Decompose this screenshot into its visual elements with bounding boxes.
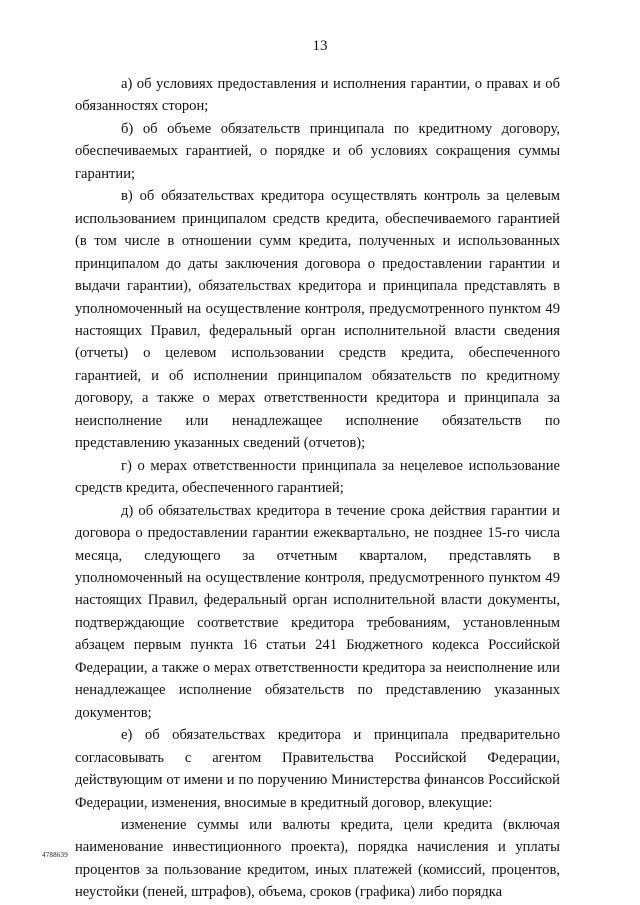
paragraph-a: а) об условиях предоставления и исполнения гарантии, о правах и об обязанностях сторон;	[75, 76, 560, 115]
paragraph-g: г) о мерах ответственности принципала за нецелевое использование средств кредита, обеспеченного гарантией;	[75, 457, 560, 497]
paragraph-e-continuation: изменение суммы или валюты кредита, цели кредита (включая наименование инвестиционного проекта), порядка начисления и уплаты процентов за пользование кредитом, иных платежей (комиссий, процентов, неустойки (пеней, штрафов), объема, сроков (графика) либо порядка	[75, 816, 560, 901]
document-body	[75, 73, 560, 904]
paragraph-v: в) об обязательствах кредитора осуществлять контроль за целевым использованием принципалом средств кредита, обеспечиваемого гарантией (в том числе в отношении сумм кредита, полученных и использованных принципалом до даты заключения договора о предоставлении гарантии и выдачи гарантии), обязательствах кредитора и принципала представлять в уполномоченный на осуществление контроля, предусмотренного пунктом 49 настоящих Правил, федеральный орган исполнительной власти сведения (отчеты) о целевом использовании средств кредита, обеспеченного гарантией, и об исполнении принципалом обязательств по кредитному договору, а также о мерах ответственности кредитора и принципала за неисполнение или ненадлежащее исполнение обязательств по представлению указанных сведений (отчетов);	[75, 188, 560, 452]
page-number: 13	[312, 38, 328, 54]
document-id: 4788639	[42, 851, 68, 859]
paragraph-e: е) об обязательствах кредитора и принципала предварительно согласовывать с агентом Правительства Российской Федерации, действующим от имени и по поручению Министерства финансов Российской Федерации, изменения, вносимые в кредитный договор, влекущие:	[75, 727, 560, 811]
paragraph-b: б) об объеме обязательств принципала по кредитному договору, обеспечиваемых гарантией, о порядке и об условиях сокращения суммы гарантии;	[75, 120, 560, 182]
paragraph-d: д) об обязательствах кредитора в течение срока действия гарантии и договора о предоставлении гарантии ежеквартально, не позднее 15-го числа месяца, следующего за отчетным кварталом, представлять в уполномоченный на осуществление контроля, предусмотренного пунктом 49 настоящих Правил, федеральный орган исполнительной власти документы, подтверждающие соответствие кредитора требованиям, установленным абзацем первым пункта 16 статьи 241 Бюджетного кодекса Российской Федерации, а также о мерах ответственности кредитора за неисполнение или ненадлежащее исполнение обязательств по представлению указанных документов;	[75, 502, 560, 721]
